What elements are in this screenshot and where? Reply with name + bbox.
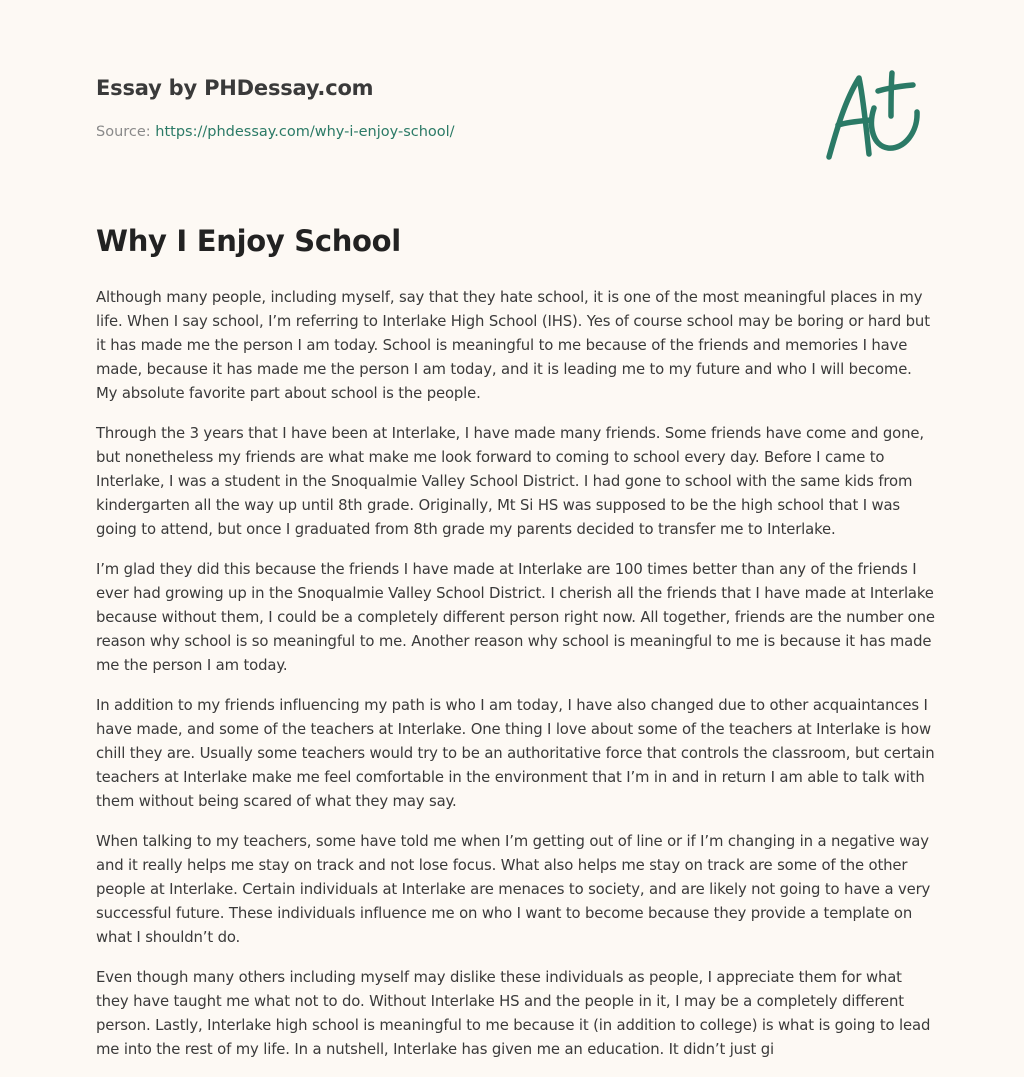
essay-paragraph: Through the 3 years that I have been at Interlake, I have made many friends. Some friends have come and gone, but nonetheless my friends are what make me look forward to coming to school every day. Before I came to Interlake, I was a student in the Snoqualmie Valley School District. I had gone to school with the same kids from kindergarten all the way up until 8th grade. Originally, Mt Si HS was supposed to be the high school that I was going to attend, but once I graduated from 8th grade my parents decided to transfer me to Interlake.: [96, 424, 924, 538]
essay-title: Why I Enjoy School: [96, 224, 401, 258]
a-plus-logo-icon: [818, 66, 930, 166]
source-label: Source:: [96, 124, 156, 140]
essay-paragraph: Even though many others including myself may dislike these individuals as people, I appreciate them for what they have taught me what not to do. Without Interlake HS and the people in it, I may be a completely different person. Lastly, Interlake high school is meaningful to me because it (in addition to college) is what is going to lead me into the rest of my life. In a nutshell, Interlake has given me an education. It didn’t just gi: [96, 968, 931, 1058]
essay-paragraph: When talking to my teachers, some have told me when I’m getting out of line or if I’m changing in a negative way and it really helps me stay on track and not lose focus. What also helps me stay on track are some of the other people at Interlake. Certain individuals at Interlake are menaces to society, and are likely not going to have a very successful future. These individuals influence me on who I want to become because they provide a template on what I shouldn’t do.: [96, 832, 931, 946]
site-brand: Essay by PHDessay.com: [96, 76, 374, 100]
essay-body: [96, 285, 936, 1077]
essay-paragraph: In addition to my friends influencing my path is who I am today, I have also changed due to other acquaintances I have made, and some of the teachers at Interlake. One thing I love about some of the teachers at Interlake is how chill they are. Usually some teachers would try to be an authoritative force that controls the classroom, but certain teachers at Interlake make me feel comfortable in the environment that I’m in and in return I am able to talk with them without being scared of what they may say.: [96, 696, 935, 810]
source-line: [96, 124, 455, 140]
essay-paragraph: Although many people, including myself, say that they hate school, it is one of the most meaningful places in my life. When I say school, I’m referring to Interlake High School (IHS). Yes of course school may be boring or hard but it has made me the person I am today. School is meaningful to me because of the friends and memories I have made, because it has made me the person I am today, and it is leading me to my future and who I will become. My absolute favorite part about school is the people.: [96, 288, 930, 402]
source-link[interactable]: https://phdessay.com/why-i-enjoy-school/: [155, 124, 455, 140]
essay-paragraph: I’m glad they did this because the friends I have made at Interlake are 100 times better than any of the friends I ever had growing up in the Snoqualmie Valley School District. I cherish all the friends that I have made at Interlake because without them, I could be a completely different person right now. All together, friends are the number one reason why school is so meaningful to me. Another reason why school is meaningful to me is because it has made me the person I am today.: [96, 560, 935, 674]
